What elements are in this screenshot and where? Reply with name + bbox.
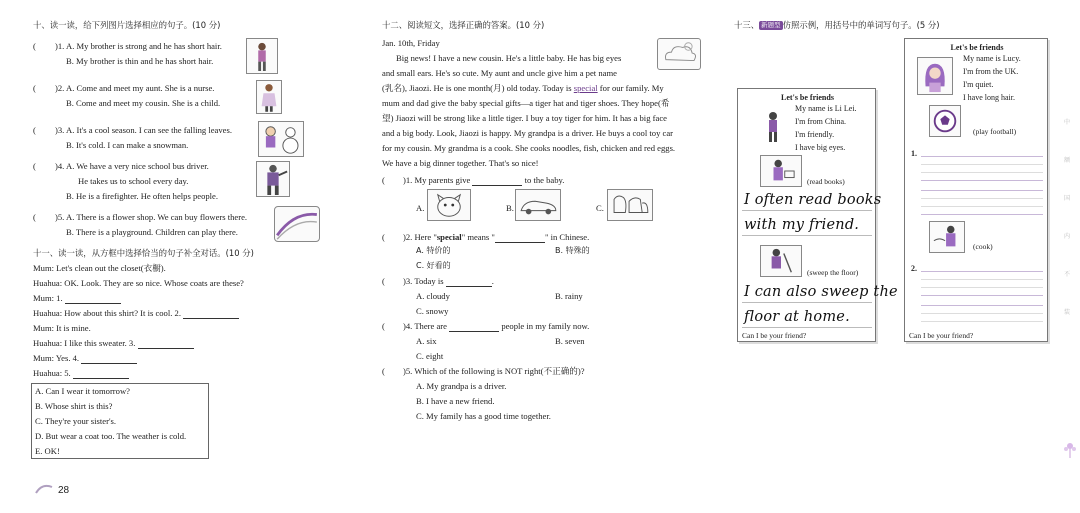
item-number: 2. xyxy=(911,264,917,273)
writing-line[interactable] xyxy=(921,271,1043,272)
question-number: )1. xyxy=(403,175,413,185)
margin-char: 装 xyxy=(1064,309,1071,316)
option-item: A. Can I wear it tomorrow? xyxy=(35,386,130,396)
option-a: A. Come and meet my aunt. She is a nurse. xyxy=(66,83,215,93)
intro-line: I have long hair. xyxy=(963,93,1015,102)
writing-line[interactable] xyxy=(921,295,1043,296)
answer-blank-1[interactable] xyxy=(65,295,121,304)
margin-char: 国 xyxy=(1064,195,1071,202)
snowman-icon xyxy=(258,121,304,157)
writing-line[interactable] xyxy=(921,206,1043,207)
option-b: B. There is a playground. Children can play there. xyxy=(66,227,238,237)
passage-date: Jan. 10th, Friday xyxy=(382,38,440,48)
writing-line[interactable] xyxy=(921,156,1043,157)
question-text: There are xyxy=(414,321,447,331)
question-text: Here " xyxy=(414,232,437,242)
passage-line: 望) Jiaozi will be strong like a little tiger. I buy a toy tiger for him. It has a big face xyxy=(382,113,667,123)
intro-line: My name is Lucy. xyxy=(963,54,1021,63)
answer-blank-2[interactable] xyxy=(183,310,239,319)
option-a: A. My brother is strong and he has short hair. xyxy=(66,41,222,51)
shoes-icon xyxy=(607,189,653,221)
writing-line xyxy=(742,302,872,303)
cook-icon xyxy=(929,221,965,253)
question-text: " means " xyxy=(461,232,495,242)
card-title: Let's be friends xyxy=(950,43,1004,52)
writing-line[interactable] xyxy=(921,190,1043,191)
intro-line: I have big eyes. xyxy=(795,143,846,152)
cue-word: (read books) xyxy=(807,177,845,186)
item-number: 1. xyxy=(911,149,917,158)
option-a-line2: He takes us to school every day. xyxy=(78,176,189,186)
answer-paren[interactable]: ( xyxy=(382,276,385,286)
writing-line[interactable] xyxy=(921,313,1043,314)
intro-line: I'm from the UK. xyxy=(963,67,1019,76)
option-a: A. It's a cool season. I can see the falling leaves. xyxy=(66,125,232,135)
question-5 xyxy=(403,366,585,377)
answer-blank[interactable] xyxy=(495,234,545,243)
highlighted-word: special xyxy=(436,232,462,242)
car-icon xyxy=(515,189,561,221)
passage-text: for our family. My xyxy=(597,83,664,93)
option-item: E. OK! xyxy=(35,446,60,456)
question-text: Which of the following is NOT right(不正确的)? xyxy=(414,366,585,376)
answer-blank[interactable] xyxy=(446,278,492,287)
passage-line: and small ears. He's so cute. My aunt and uncle give him a pet name xyxy=(382,68,617,78)
section-11-title: 十一、读一读，从方框中选择恰当的句子补全对话。(10 分) xyxy=(33,248,254,258)
title-prefix: 十三、 xyxy=(734,20,760,30)
passage-line: mum and dad give the baby special gifts—a tiger hat and tiger shoes. They hope(希 xyxy=(382,98,670,108)
question-number: )3. xyxy=(403,276,413,286)
option: C. eight xyxy=(416,351,444,361)
writing-line xyxy=(742,235,872,236)
item-number: )3. xyxy=(55,125,65,135)
intro-line: I'm from China. xyxy=(795,117,846,126)
question-text: My parents give xyxy=(414,175,471,185)
question-number: )2. xyxy=(403,232,413,242)
dialogue-line xyxy=(33,353,137,364)
dialogue-text: Mum: 1. xyxy=(33,293,63,303)
margin-char: 额 xyxy=(1064,157,1071,164)
question-4 xyxy=(403,321,589,332)
writing-line xyxy=(742,327,872,328)
intro-line: I'm friendly. xyxy=(795,130,835,139)
option-item: D. But wear a coat too. The weather is cold. xyxy=(35,431,187,441)
writing-line xyxy=(742,210,872,211)
title-text: 仿照示例，用括号中的单词写句子。(5 分) xyxy=(782,20,940,30)
answer-paren[interactable]: ( xyxy=(382,232,385,242)
item-number: )2. xyxy=(55,83,65,93)
question-text: people in my family now. xyxy=(501,321,590,331)
closing-line: Can I be your friend? xyxy=(742,331,807,340)
option-label: A. xyxy=(416,203,425,213)
section-10-title: 十、读一读，给下列图片选择相应的句子。(10 分) xyxy=(33,20,221,30)
playground-icon xyxy=(274,206,320,242)
option-label: C. xyxy=(596,203,604,213)
option-b: B. He is a firefighter. He often helps people. xyxy=(66,191,219,201)
dialogue-line xyxy=(33,338,194,349)
handwritten-answer: floor at home. xyxy=(744,309,850,325)
tiger-icon xyxy=(427,189,471,221)
option-item: C. They're your sister's. xyxy=(35,416,116,426)
dialogue-line: Mum: It is mine. xyxy=(33,323,91,333)
dialogue-line: Mum: Let's clean out the closet(衣橱). xyxy=(33,263,166,273)
dialogue-text: Mum: Yes. 4. xyxy=(33,353,80,363)
passage-line: and a big body. Look, Jiaozi is happy. My grandpa is a driver. He buys a cool toy car xyxy=(382,128,674,138)
question-2 xyxy=(403,232,589,243)
boy-icon xyxy=(246,38,278,74)
sweeping-icon xyxy=(760,245,802,277)
answer-paren[interactable]: ( xyxy=(382,175,385,185)
card-title: Let's be friends xyxy=(781,93,834,102)
exercise-card xyxy=(904,38,1048,342)
answer-paren[interactable]: ( xyxy=(33,83,36,93)
football-icon xyxy=(929,105,961,137)
option-b: B. Come and meet my cousin. She is a child. xyxy=(66,98,221,108)
options-box xyxy=(31,383,209,459)
highlighted-word: special xyxy=(573,83,598,93)
answer-blank-3[interactable] xyxy=(138,340,194,349)
page-number: 28 xyxy=(58,485,70,496)
option: C. snowy xyxy=(416,306,449,316)
answer-blank-4[interactable] xyxy=(81,355,137,364)
page-number-decoration xyxy=(34,483,54,495)
margin-char: 内 xyxy=(1064,233,1071,240)
option: A. 特价的 xyxy=(416,246,451,255)
writing-line[interactable] xyxy=(921,287,1043,288)
question-number: )5. xyxy=(403,366,413,376)
margin-char: 不 xyxy=(1064,271,1071,278)
question-3: )3. Today is . xyxy=(403,276,494,286)
question-text: " in Chinese. xyxy=(544,232,590,242)
writing-line[interactable] xyxy=(921,214,1043,215)
cue-word: (play football) xyxy=(973,127,1017,136)
passage-line: Big news! I have a new cousin. He's a little baby. He has big eyes xyxy=(396,53,622,63)
passage-line: for my cousin. My grandma is a cook. She cooks noodles, fish, chicken and red eggs. xyxy=(382,143,676,153)
answer-paren[interactable]: ( xyxy=(33,212,36,222)
dialogue-line xyxy=(33,293,121,304)
new-type-badge: 新题型 xyxy=(761,21,781,30)
girl-icon xyxy=(917,57,953,95)
answer-blank-5[interactable] xyxy=(73,370,129,379)
item-number: )5. xyxy=(55,212,65,222)
option-b: B. My brother is thin and he has short hair. xyxy=(66,56,214,66)
reading-icon xyxy=(760,155,802,187)
option-label: B. xyxy=(506,203,514,213)
dialogue-line: Huahua: OK. Look. They are so nice. Whose coats are these? xyxy=(33,278,244,288)
answer-paren[interactable]: ( xyxy=(33,41,36,51)
handwritten-answer: I often read books xyxy=(744,192,882,208)
writing-line[interactable] xyxy=(921,164,1043,165)
option: B. I have a new friend. xyxy=(416,396,495,406)
passage-line: We have a big dinner together. That's so nice! xyxy=(382,158,539,168)
answer-paren[interactable]: ( xyxy=(33,125,36,135)
option: B. seven xyxy=(555,336,585,346)
question-text: Today is xyxy=(414,276,444,286)
dialogue-text: Huahua: How about this shirt? It is cool. 2. xyxy=(33,308,181,318)
answer-blank[interactable] xyxy=(472,177,522,186)
item-number: )4. xyxy=(55,161,65,171)
answer-paren[interactable]: ( xyxy=(33,161,36,171)
handwritten-answer: with my friend. xyxy=(744,217,860,233)
option: A. six xyxy=(416,336,437,346)
dialogue-line xyxy=(33,368,129,379)
flower-decoration xyxy=(1062,440,1078,460)
dialogue-text: Huahua: I like this sweater. 3. xyxy=(33,338,136,348)
question-1 xyxy=(403,175,564,186)
section-13-title xyxy=(734,20,940,31)
question-number: )4. xyxy=(403,321,413,331)
intro-line: My name is Li Lei. xyxy=(795,104,857,113)
option: A. My grandpa is a driver. xyxy=(416,381,507,391)
item-number: )1. xyxy=(55,41,65,51)
cue-word: (sweep the floor) xyxy=(807,268,859,277)
answer-paren[interactable]: ( xyxy=(382,366,385,376)
writing-line[interactable] xyxy=(921,305,1043,306)
passage-text: (乳名), Jiaozi. He is one month(月) old today. Today is xyxy=(382,83,572,93)
weather-icon xyxy=(657,38,701,70)
writing-line[interactable] xyxy=(921,172,1043,173)
question-text: to the baby. xyxy=(524,175,565,185)
example-card xyxy=(737,88,898,342)
firefighter-icon xyxy=(256,161,290,197)
intro-line: I'm quiet. xyxy=(963,80,994,89)
cue-word: (cook) xyxy=(973,242,993,251)
closing-line: Can I be your friend? xyxy=(909,331,974,340)
writing-line[interactable] xyxy=(921,180,1043,181)
option-a: A. There is a flower shop. We can buy flowers there. xyxy=(66,212,248,222)
dialogue-text: Huahua: 5. xyxy=(33,368,71,378)
boy-icon xyxy=(760,109,786,145)
answer-blank[interactable] xyxy=(449,323,499,332)
handwritten-answer: I can also sweep the xyxy=(744,284,898,300)
nurse-icon xyxy=(256,80,282,114)
option: C. 好看的 xyxy=(416,261,451,270)
option: C. My family has a good time together. xyxy=(416,411,551,421)
passage-line xyxy=(382,83,664,94)
option-item: B. Whose shirt is this? xyxy=(35,401,113,411)
option: B. rainy xyxy=(555,291,583,301)
answer-paren[interactable]: ( xyxy=(382,321,385,331)
section-12-title: 十二、阅读短文，选择正确的答案。(10 分) xyxy=(382,20,545,30)
option: A. cloudy xyxy=(416,291,450,301)
writing-line[interactable] xyxy=(921,321,1043,322)
writing-line[interactable] xyxy=(921,279,1043,280)
option-b: B. It's cold. I can make a snowman. xyxy=(66,140,189,150)
dialogue-line xyxy=(33,308,239,319)
writing-line[interactable] xyxy=(921,198,1043,199)
option: B. 特殊的 xyxy=(555,246,590,255)
margin-char: 中 xyxy=(1064,119,1071,126)
option-a: A. We have a very nice school bus driver. xyxy=(66,161,209,171)
